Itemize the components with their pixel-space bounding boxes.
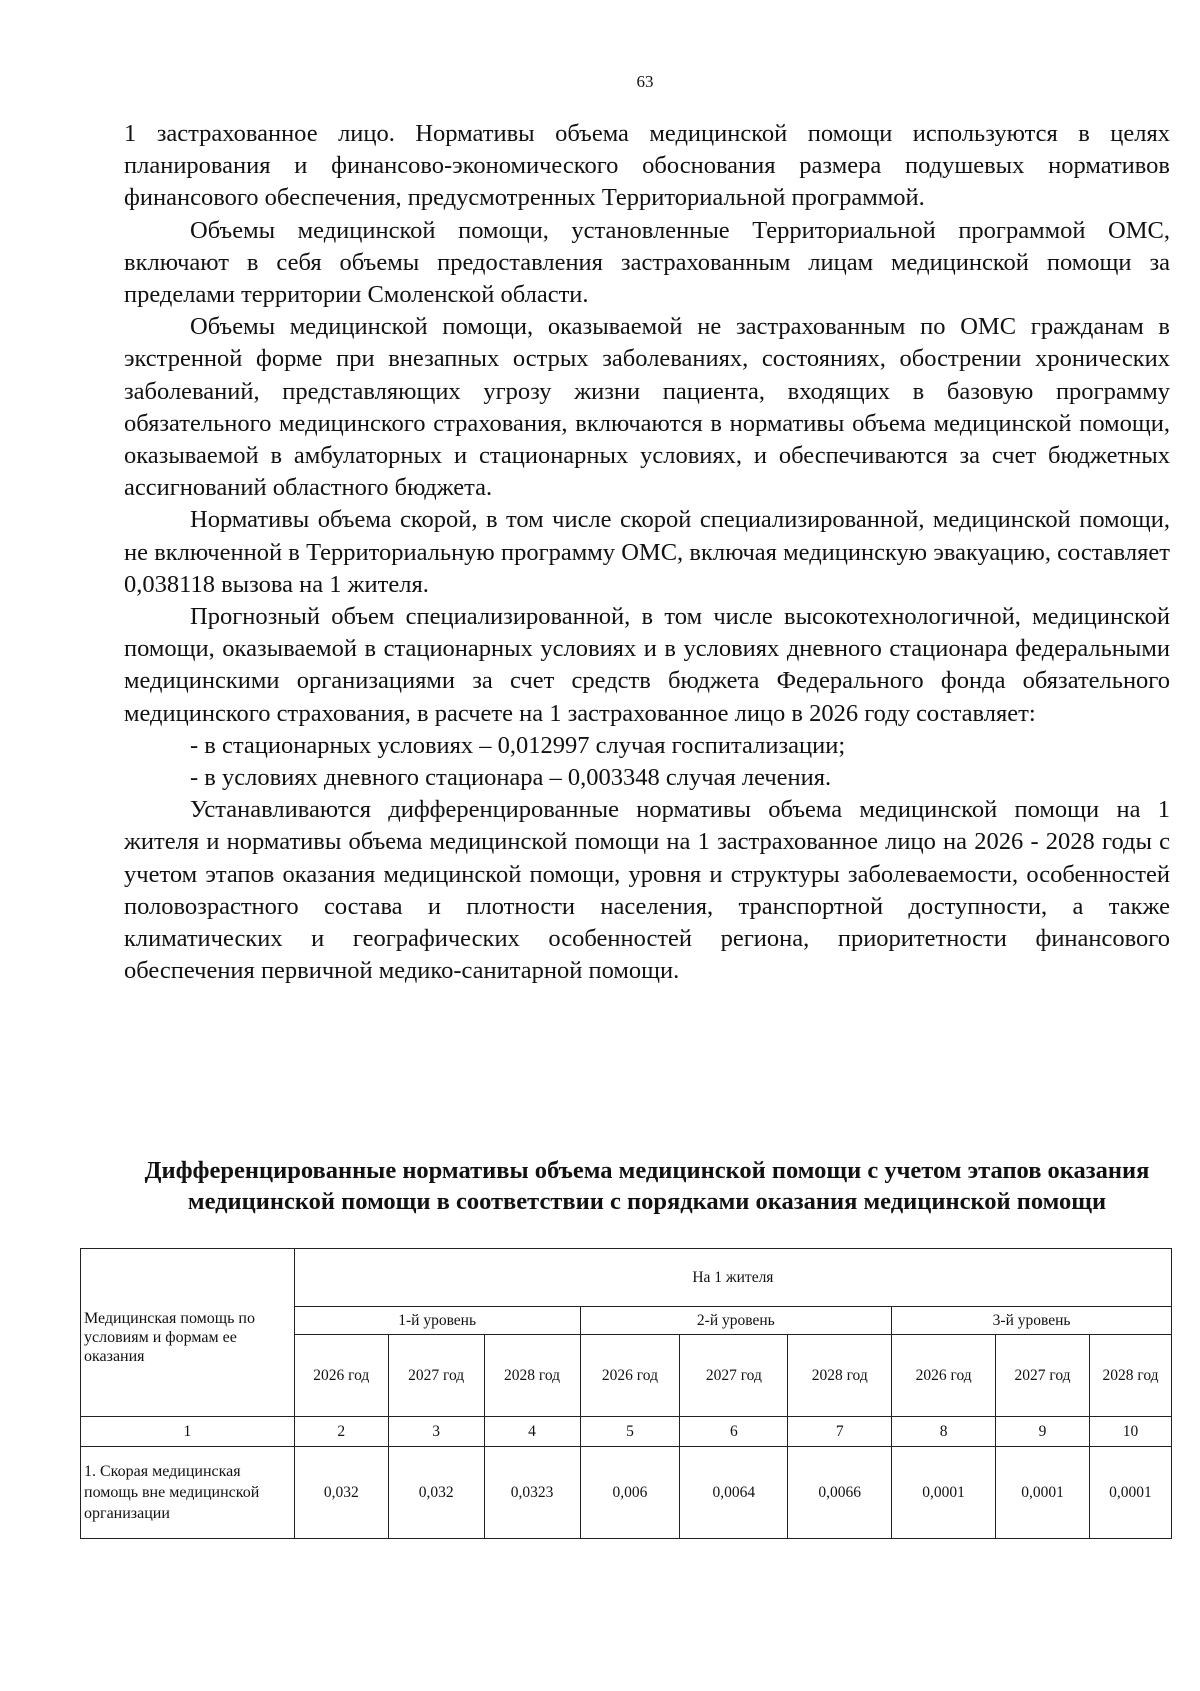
paragraph: Объемы медицинской помощи, установленные Территориальной программой ОМС, включают в себя объемы предоставления застрахованным лицам медицинской помощи за пределами территории Смоленской области. — [124, 216, 1170, 309]
paragraph: 1 застрахованное лицо. Нормативы объема медицинской помощи используются в целях планирования и финансово-экономического обоснования размера подушевых нормативов финансового обеспечения, предусмотренных Территориальной программой. — [124, 120, 1170, 212]
group-header: На 1 жителя — [294, 1249, 1171, 1307]
body-text — [124, 118, 1170, 987]
column-number: 3 — [388, 1417, 484, 1447]
row-header-cell: Медицинская помощь по условиям и формам ее оказания — [81, 1249, 295, 1417]
column-number: 1 — [81, 1417, 295, 1447]
table-cell: 0,006 — [580, 1447, 680, 1539]
table-cell: 0,032 — [388, 1447, 484, 1539]
table-cell: 0,0001 — [1089, 1447, 1171, 1539]
paragraph: Нормативы объема скорой, в том числе скорой специализированной, медицинской помощи, не включенной в Территориальную программу ОМС, включая медицинскую эвакуацию, составляет 0,038118 вызова на 1 жителя. — [124, 506, 1170, 598]
table-cell: 0,032 — [294, 1447, 388, 1539]
paragraph: Прогнозный объем специализированной, в том числе высокотехнологичной, медицинской помощи, оказываемой в стационарных условиях и в условиях дневного стационара федеральными медицинскими организациями за счет средств бюджета Федерального фонда обязательного медицинского страхования, в расчете на 1 застрахованное лицо в 2026 году составляет: — [124, 603, 1170, 727]
column-number: 7 — [788, 1417, 892, 1447]
norms-table — [80, 1248, 1172, 1539]
column-number: 2 — [294, 1417, 388, 1447]
list-item: - в условиях дневного стационара – 0,003348 случая лечения. — [190, 764, 832, 792]
year-header: 2028 год — [1089, 1335, 1171, 1417]
year-header: 2027 год — [388, 1335, 484, 1417]
table-cell: 0,0066 — [788, 1447, 892, 1539]
page-number: 63 — [636, 72, 654, 91]
column-number: 6 — [680, 1417, 788, 1447]
row-label: 1. Скорая медицинская помощь вне медицинской организации — [81, 1447, 295, 1539]
column-number: 4 — [484, 1417, 580, 1447]
column-number: 8 — [892, 1417, 996, 1447]
column-number: 9 — [996, 1417, 1090, 1447]
year-header: 2028 год — [484, 1335, 580, 1417]
paragraph: Устанавливаются дифференцированные нормативы объема медицинской помощи на 1 жителя и нормативы объема медицинской помощи на 1 застрахованное лицо на 2026 - 2028 годы с учетом этапов оказания медицинской помощи, уровня и структуры заболеваемости, особенностей половозрастного состава и плотности населения, транспортной доступности, а также климатических и географических особенностей региона, приоритетности финансового обеспечения первичной медико-санитарной помощи. — [124, 796, 1170, 985]
list-item: - в стационарных условиях – 0,012997 случая госпитализации; — [190, 731, 846, 759]
table-cell: 0,0323 — [484, 1447, 580, 1539]
level-header: 3-й уровень — [892, 1307, 1172, 1335]
year-header: 2026 год — [892, 1335, 996, 1417]
table-cell: 0,0001 — [892, 1447, 996, 1539]
year-header: 2026 год — [294, 1335, 388, 1417]
table-cell: 0,0001 — [996, 1447, 1090, 1539]
year-header: 2027 год — [996, 1335, 1090, 1417]
column-number: 5 — [580, 1417, 680, 1447]
paragraph: Объемы медицинской помощи, оказываемой не застрахованным по ОМС гражданам в экстренной форме при внезапных острых заболеваниях, состояниях, обострении хронических заболеваний, представляющих угрозу жизни пациента, входящих в базовую программу обязательного медицинского страхования, включаются в нормативы объема медицинской помощи, оказываемой в амбулаторных и стационарных условиях, и обеспечиваются за счет бюджетных ассигнований областного бюджета. — [124, 313, 1170, 502]
year-header: 2026 год — [580, 1335, 680, 1417]
table-title: Дифференцированные нормативы объема медицинской помощи с учетом этапов оказания медицинской помощи в соответствии с порядками оказания медицинской помощи — [144, 1157, 1150, 1215]
level-header: 2-й уровень — [580, 1307, 892, 1335]
table-row — [81, 1447, 1172, 1539]
level-header: 1-й уровень — [294, 1307, 580, 1335]
year-header: 2028 год — [788, 1335, 892, 1417]
table-cell: 0,0064 — [680, 1447, 788, 1539]
year-header: 2027 год — [680, 1335, 788, 1417]
column-number: 10 — [1089, 1417, 1171, 1447]
